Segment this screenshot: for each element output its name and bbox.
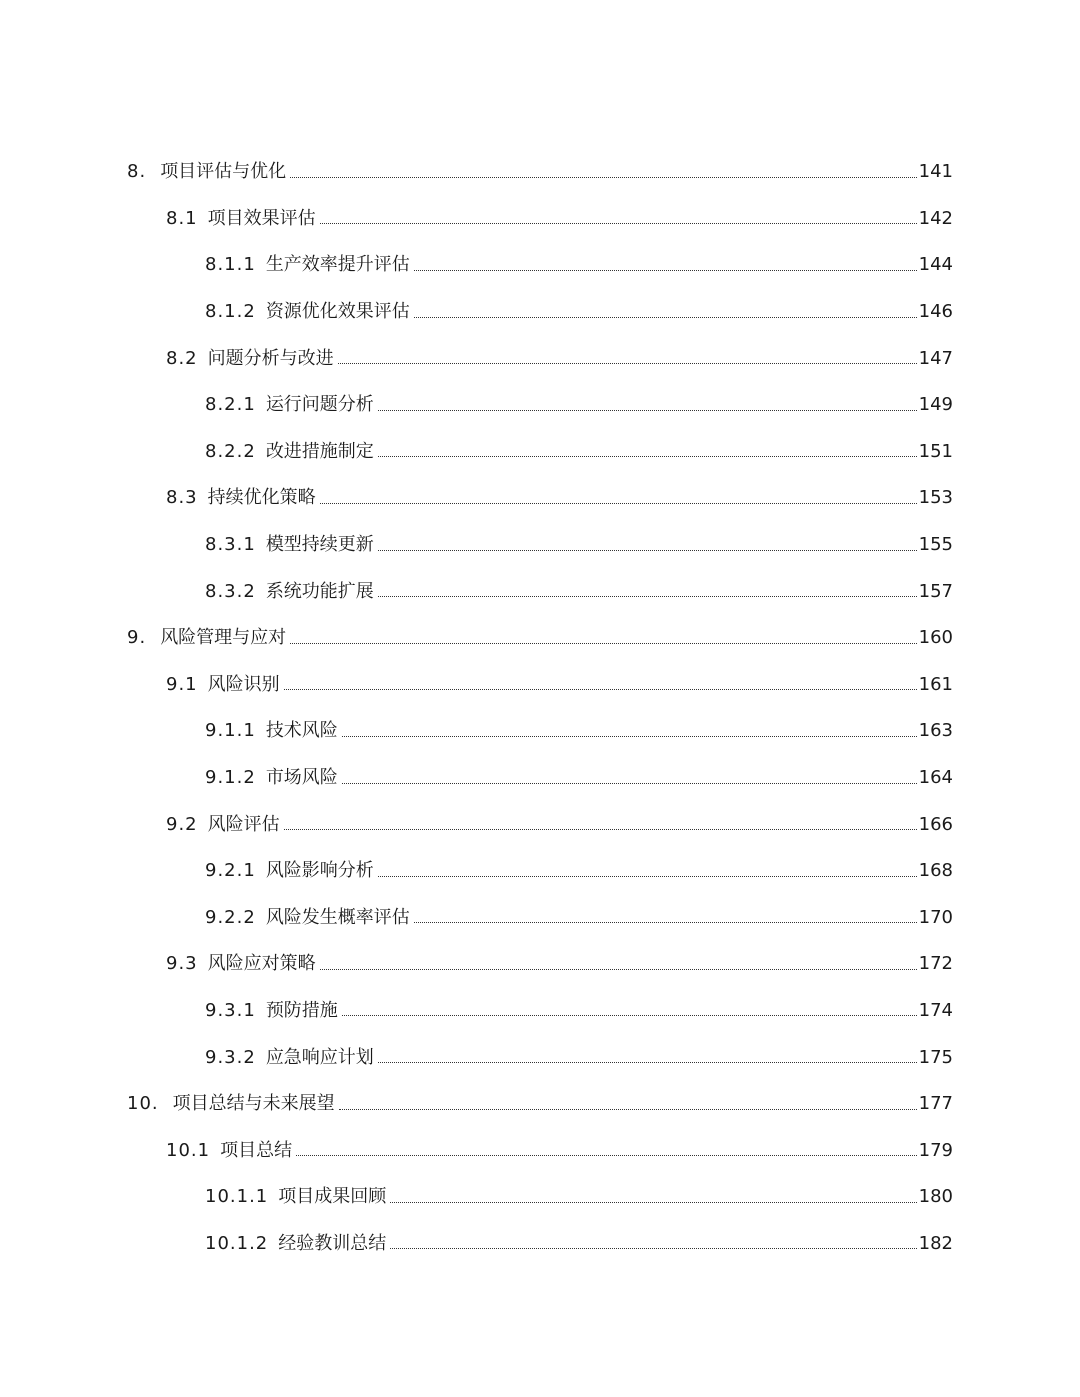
toc-entry-number: 8.2.2 — [205, 440, 256, 462]
dot-leader — [320, 503, 917, 504]
toc-entry-number: 8. — [127, 161, 147, 183]
toc-entry-page: 179 — [918, 1139, 953, 1161]
toc-entry-title: 项目评估与优化 — [160, 161, 287, 183]
toc-entry[interactable] — [0, 801, 1080, 848]
toc-entry-page: 151 — [918, 440, 953, 462]
dot-leader — [390, 1202, 916, 1203]
toc-entry[interactable] — [0, 429, 1080, 476]
dot-leader — [378, 456, 917, 457]
toc-entry-title: 技术风险 — [265, 720, 338, 742]
dot-leader — [338, 363, 917, 364]
toc-entry-page: 170 — [918, 906, 953, 928]
toc-entry-page: 157 — [918, 580, 953, 602]
dot-leader — [339, 1109, 917, 1110]
toc-entry-title: 预防措施 — [265, 999, 338, 1021]
toc-entry[interactable] — [0, 615, 1080, 662]
toc-entry-number: 8.2 — [166, 347, 198, 369]
toc-entry-title: 风险管理与应对 — [160, 627, 287, 649]
toc-entry-title: 生产效率提升评估 — [265, 254, 410, 276]
toc-entry-title: 风险识别 — [207, 673, 280, 695]
dot-leader — [296, 1155, 917, 1156]
toc-entry-title: 项目总结与未来展望 — [172, 1093, 335, 1115]
toc-entry-title: 持续优化策略 — [207, 487, 316, 509]
dot-leader — [378, 876, 917, 877]
toc-entry-title: 项目效果评估 — [207, 207, 316, 229]
toc-entry-page: 166 — [918, 813, 953, 835]
toc-entry[interactable] — [0, 1034, 1080, 1081]
toc-entry[interactable] — [0, 196, 1080, 243]
dot-leader — [342, 736, 917, 737]
dot-leader — [390, 1248, 916, 1249]
toc-entry-page: 177 — [918, 1093, 953, 1115]
toc-entry[interactable] — [0, 1127, 1080, 1174]
toc-entry[interactable] — [0, 988, 1080, 1035]
toc-entry-number: 8.3.1 — [205, 534, 256, 556]
dot-leader — [320, 969, 917, 970]
toc-entry-title: 应急响应计划 — [265, 1046, 374, 1068]
toc-entry-number: 10.1.2 — [205, 1232, 269, 1254]
toc-entry-number: 9.3.2 — [205, 1046, 256, 1068]
toc-entry-title: 风险评估 — [207, 813, 280, 835]
toc-entry-number: 8.1 — [166, 207, 198, 229]
dot-leader — [378, 410, 917, 411]
toc-entry[interactable] — [0, 382, 1080, 429]
toc-entry-title: 经验教训总结 — [278, 1232, 387, 1254]
toc-entry[interactable] — [0, 1221, 1080, 1268]
toc-entry-number: 9.2 — [166, 813, 198, 835]
toc-entry-page: 149 — [918, 394, 953, 416]
dot-leader — [414, 317, 917, 318]
toc-entry-title: 资源优化效果评估 — [265, 301, 410, 323]
dot-leader — [378, 550, 917, 551]
toc-entry-page: 174 — [918, 999, 953, 1021]
toc-entry[interactable] — [0, 708, 1080, 755]
dot-leader — [414, 922, 917, 923]
toc-entry-page: 180 — [918, 1186, 953, 1208]
toc-entry-title: 模型持续更新 — [265, 534, 374, 556]
toc-entry-number: 9.1.1 — [205, 720, 256, 742]
toc-entry-page: 142 — [918, 207, 953, 229]
toc-entry-page: 146 — [918, 301, 953, 323]
dot-leader — [342, 783, 917, 784]
toc-entry-number: 9. — [127, 627, 147, 649]
toc-entry-number: 10. — [127, 1093, 159, 1115]
toc-entry[interactable] — [0, 755, 1080, 802]
toc-entry-number: 9.2.2 — [205, 906, 256, 928]
toc-entry-number: 8.1.1 — [205, 254, 256, 276]
toc-entry-page: 164 — [918, 767, 953, 789]
toc-entry-number: 10.1.1 — [205, 1186, 269, 1208]
dot-leader — [284, 689, 917, 690]
toc-entry[interactable] — [0, 568, 1080, 615]
toc-entry-number: 8.2.1 — [205, 394, 256, 416]
toc-entry[interactable] — [0, 1174, 1080, 1221]
toc-entry-page: 163 — [918, 720, 953, 742]
toc-entry[interactable] — [0, 941, 1080, 988]
toc-entry[interactable] — [0, 848, 1080, 895]
toc-entry-title: 问题分析与改进 — [207, 347, 334, 369]
toc-entry-title: 市场风险 — [265, 767, 338, 789]
dot-leader — [378, 1062, 917, 1063]
toc-entry-page: 141 — [918, 161, 953, 183]
toc-entry-title: 风险影响分析 — [265, 860, 374, 882]
toc-entry-title: 改进措施制定 — [265, 440, 374, 462]
toc-entry-page: 182 — [918, 1232, 953, 1254]
toc-entry[interactable] — [0, 149, 1080, 196]
toc-entry[interactable] — [0, 662, 1080, 709]
toc-entry-number: 9.2.1 — [205, 860, 256, 882]
toc-entry-page: 144 — [918, 254, 953, 276]
toc-entry-page: 168 — [918, 860, 953, 882]
toc-entry-page: 161 — [918, 673, 953, 695]
dot-leader — [320, 223, 917, 224]
dot-leader — [284, 829, 917, 830]
toc-entry-page: 153 — [918, 487, 953, 509]
toc-entry-number: 9.3 — [166, 953, 198, 975]
dot-leader — [290, 177, 916, 178]
toc-entry[interactable] — [0, 335, 1080, 382]
toc-entry-title: 风险应对策略 — [207, 953, 316, 975]
toc-entry-number: 9.1 — [166, 673, 198, 695]
toc-entry-page: 175 — [918, 1046, 953, 1068]
toc-entry-page: 172 — [918, 953, 953, 975]
toc-entry-title: 项目总结 — [220, 1139, 293, 1161]
toc-entry-page: 155 — [918, 534, 953, 556]
toc-entry-title: 运行问题分析 — [265, 394, 374, 416]
toc-entry-page: 160 — [918, 627, 953, 649]
toc-entry[interactable] — [0, 475, 1080, 522]
toc-entry-title: 系统功能扩展 — [265, 580, 374, 602]
toc-entry-title: 风险发生概率评估 — [265, 906, 410, 928]
toc-entry[interactable] — [0, 242, 1080, 289]
dot-leader — [414, 270, 917, 271]
toc-entry-number: 9.3.1 — [205, 999, 256, 1021]
toc-entry-number: 8.3.2 — [205, 580, 256, 602]
toc-entry-number: 8.3 — [166, 487, 198, 509]
toc-entry[interactable] — [0, 895, 1080, 942]
dot-leader — [342, 1015, 917, 1016]
toc-entry[interactable] — [0, 522, 1080, 569]
toc-entry-page: 147 — [918, 347, 953, 369]
toc-entry[interactable] — [0, 289, 1080, 336]
toc-entry-number: 9.1.2 — [205, 767, 256, 789]
table-of-contents — [0, 149, 1080, 1267]
dot-leader — [378, 596, 917, 597]
toc-entry-number: 8.1.2 — [205, 301, 256, 323]
toc-entry-number: 10.1 — [166, 1139, 211, 1161]
dot-leader — [290, 643, 916, 644]
toc-entry[interactable] — [0, 1081, 1080, 1128]
toc-entry-title: 项目成果回顾 — [278, 1186, 387, 1208]
